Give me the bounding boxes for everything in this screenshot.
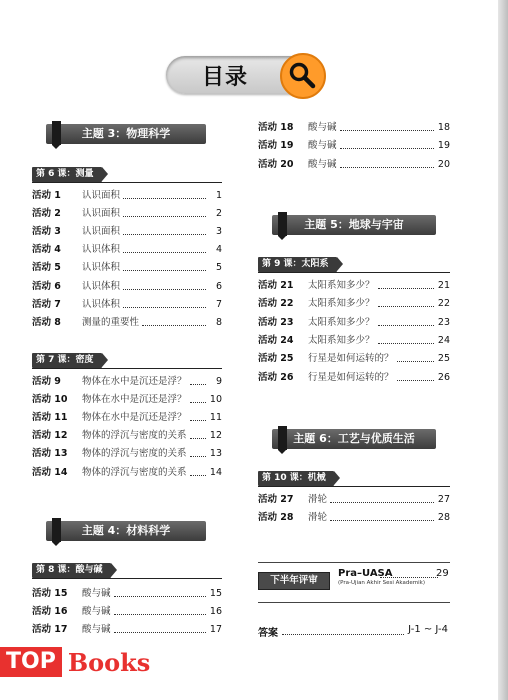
activity-number: 活动 11	[32, 412, 68, 424]
activity-row	[258, 296, 450, 312]
page-number: 28	[437, 512, 450, 524]
page-number: 21	[437, 280, 450, 291]
leader-dots	[380, 577, 438, 578]
activity-row	[32, 446, 222, 462]
activity-name: 认识体积	[82, 298, 121, 310]
activity-name: 认识面积	[82, 226, 121, 238]
activity-number: 活动 28	[258, 512, 294, 524]
leader-dots	[190, 428, 206, 439]
leader-dots	[340, 157, 434, 168]
activity-number: 活动 14	[32, 466, 68, 478]
leader-dots	[397, 370, 434, 381]
activity-name: 行星是如何运转的？	[308, 371, 394, 383]
lesson-divider	[32, 368, 222, 369]
activity-row	[32, 392, 222, 408]
activity-name: 太阳系知多少？	[308, 316, 375, 328]
activity-number: 活动 8	[32, 316, 61, 328]
theme-5-banner	[272, 215, 436, 235]
activity-number: 活动 16	[32, 606, 68, 618]
activity-number: 活动 7	[32, 298, 61, 310]
page-number: 10	[209, 394, 222, 406]
activity-number: 活动 20	[258, 158, 294, 170]
activity-name: 物体的浮沉与密度的关系	[82, 448, 187, 460]
activity-name: 滑轮	[308, 494, 328, 505]
theme-3-title: 主题 3：物理科学	[81, 127, 171, 140]
page-number: 23	[437, 316, 450, 328]
theme-6-title: 主题 6：工艺与优质生活	[293, 432, 415, 445]
activity-row	[32, 297, 222, 313]
activity-number: 活动 1	[32, 190, 61, 201]
activity-row	[32, 206, 222, 222]
activity-row	[32, 604, 222, 620]
leader-dots	[123, 297, 206, 308]
leader-dots	[123, 206, 206, 217]
activity-row	[32, 260, 222, 276]
theme-4-title: 主题 4：材料科学	[81, 524, 171, 537]
activity-number: 活动 2	[32, 208, 61, 220]
leader-dots	[114, 604, 206, 615]
page-number: 2	[215, 208, 222, 220]
activity-row	[32, 586, 222, 602]
theme-6-banner	[272, 429, 436, 449]
leader-dots	[123, 188, 206, 199]
activity-name: 认识体积	[82, 244, 121, 256]
page-number: 4	[215, 244, 222, 256]
leader-dots	[378, 296, 434, 307]
leader-dots	[123, 224, 206, 235]
page-number: 1	[215, 190, 222, 201]
activity-number: 活动 25	[258, 353, 294, 365]
activity-name: 太阳系知多少？	[308, 334, 375, 346]
page-number: 27	[437, 494, 450, 505]
activity-number: 活动 19	[258, 140, 294, 152]
activity-row	[258, 510, 450, 526]
activity-number: 活动 27	[258, 494, 294, 505]
activity-number: 活动 22	[258, 298, 294, 310]
magnifier-icon	[280, 53, 326, 99]
lesson-8-tag: 第 8 课：酸与碱	[32, 563, 111, 578]
leader-dots	[378, 315, 434, 326]
activity-row	[32, 224, 222, 240]
leader-dots	[190, 465, 206, 476]
leader-dots	[340, 138, 434, 149]
activity-name: 认识体积	[82, 280, 121, 292]
activity-name: 认识面积	[82, 190, 121, 201]
activity-name: 滑轮	[308, 512, 328, 524]
activity-number: 活动 13	[32, 448, 68, 460]
activity-number: 活动 23	[258, 316, 294, 328]
leader-dots	[190, 446, 206, 457]
answers-row	[258, 624, 448, 639]
page-number: 20	[437, 158, 450, 170]
bookmark-icon	[52, 518, 61, 542]
theme-5-title: 主题 5：地球与宇宙	[304, 218, 404, 231]
leader-dots	[340, 120, 434, 131]
activity-row	[32, 188, 222, 204]
divider	[258, 562, 450, 563]
lesson-divider	[32, 182, 222, 183]
activity-name: 酸与碱	[82, 624, 111, 636]
activity-row	[32, 242, 222, 258]
theme-3-banner	[46, 124, 206, 144]
activity-row	[258, 278, 450, 294]
activity-row	[258, 315, 450, 331]
activity-row	[258, 370, 450, 386]
activity-number: 活动 12	[32, 430, 68, 442]
activity-name: 酸与碱	[82, 606, 111, 618]
leader-dots	[114, 622, 206, 633]
leader-dots	[282, 624, 404, 635]
leader-dots	[142, 315, 206, 326]
page-number: 22	[437, 298, 450, 310]
page-number: 17	[209, 624, 222, 636]
activity-row	[32, 315, 222, 331]
activity-name: 认识体积	[82, 262, 121, 274]
page-number: 6	[215, 280, 222, 292]
activity-number: 活动 15	[32, 588, 68, 599]
bookmark-icon	[278, 212, 287, 236]
activity-number: 活动 18	[258, 122, 294, 133]
page-number: 19	[437, 140, 450, 152]
leader-dots	[123, 279, 206, 290]
page-edge	[498, 0, 508, 700]
contents-title-pill	[166, 56, 320, 94]
leader-dots	[123, 242, 206, 253]
page-number: 12	[209, 430, 222, 442]
activity-number: 活动 4	[32, 244, 61, 256]
leader-dots	[114, 586, 206, 597]
activity-row	[258, 157, 450, 173]
activity-number: 活动 5	[32, 262, 61, 274]
logo-books-text: Books	[67, 647, 151, 677]
activity-name: 物体在水中是沉还是浮？	[82, 394, 187, 406]
activity-row	[32, 428, 222, 444]
lesson-7-tag: 第 7 课：密度	[32, 353, 102, 368]
page-number: 18	[437, 122, 450, 133]
lesson-divider	[258, 486, 450, 487]
activity-number: 活动 26	[258, 371, 294, 383]
activity-name: 物体的浮沉与密度的关系	[82, 430, 187, 442]
activity-row	[32, 410, 222, 426]
page-number: 14	[209, 466, 222, 478]
page-number: 8	[215, 316, 222, 328]
activity-name: 酸与碱	[82, 588, 111, 599]
page-number: 7	[215, 298, 222, 310]
page-number: 11	[209, 412, 222, 424]
page-title: 目录	[202, 65, 249, 90]
leader-dots	[378, 333, 434, 344]
page-number: 24	[437, 334, 450, 346]
activity-row	[32, 622, 222, 638]
page-number: 9	[215, 376, 222, 387]
leader-dots	[190, 410, 206, 421]
activity-name: 物体在水中是沉还是浮？	[82, 376, 187, 387]
page-number: 5	[215, 262, 222, 274]
activity-name: 测量的重要性	[82, 316, 140, 328]
activity-name: 太阳系知多少？	[308, 298, 375, 310]
activity-row	[32, 279, 222, 295]
activity-number: 活动 6	[32, 280, 61, 292]
page-number: 26	[437, 371, 450, 383]
activity-row	[32, 465, 222, 481]
leader-dots	[190, 392, 206, 403]
activity-number: 活动 21	[258, 280, 294, 291]
answers-label: 答案	[258, 628, 278, 639]
activity-row	[258, 120, 450, 136]
lesson-9-tag: 第 9 课：太阳系	[258, 257, 337, 272]
lesson-10-tag: 第 10 课：机械	[258, 471, 334, 486]
activity-name: 酸与碱	[308, 122, 337, 133]
activity-name: 行星是如何运转的？	[308, 353, 394, 365]
activity-name: 物体在水中是沉还是浮？	[82, 412, 187, 424]
activity-row	[258, 351, 450, 367]
answers-page: J-1 ~ J-4	[408, 624, 448, 635]
pra-uasa-page: 29	[436, 568, 449, 579]
activity-name: 太阳系知多少？	[308, 280, 375, 291]
leader-dots	[330, 492, 434, 503]
page-number: 16	[209, 606, 222, 618]
page-number: 15	[209, 588, 222, 599]
activity-name: 物体的浮沉与密度的关系	[82, 466, 187, 478]
activity-row	[258, 492, 450, 508]
pra-uasa-title: Pra–UASA	[338, 568, 393, 579]
page-number: 25	[437, 353, 450, 365]
activity-number: 活动 9	[32, 376, 61, 387]
activity-name: 酸与碱	[308, 158, 337, 170]
half-year-assessment-badge: 下半年评审	[258, 572, 330, 590]
activity-name: 认识面积	[82, 208, 121, 220]
activity-number: 活动 10	[32, 394, 68, 406]
pra-uasa-subtitle: (Pra-Ujian Akhir Sesi Akademik)	[338, 580, 425, 586]
bookmark-icon	[52, 121, 61, 145]
activity-row	[32, 374, 222, 390]
divider	[258, 602, 450, 603]
leader-dots	[397, 351, 434, 362]
page-number: 13	[209, 448, 222, 460]
leader-dots	[330, 510, 434, 521]
lesson-divider	[32, 578, 222, 579]
activity-number: 活动 17	[32, 624, 68, 636]
activity-row	[258, 138, 450, 154]
bookmark-icon	[278, 426, 287, 450]
activity-number: 活动 3	[32, 226, 61, 238]
lesson-6-tag: 第 6 课：测量	[32, 167, 102, 182]
page-number: 3	[215, 226, 222, 238]
logo-top-text: TOP	[0, 647, 62, 677]
theme-4-banner	[46, 521, 206, 541]
activity-name: 酸与碱	[308, 140, 337, 152]
leader-dots	[123, 260, 206, 271]
activity-number: 活动 24	[258, 334, 294, 346]
topbooks-logo	[0, 646, 150, 678]
leader-dots	[378, 278, 434, 289]
leader-dots	[190, 374, 206, 385]
activity-row	[258, 333, 450, 349]
lesson-divider	[258, 272, 450, 273]
